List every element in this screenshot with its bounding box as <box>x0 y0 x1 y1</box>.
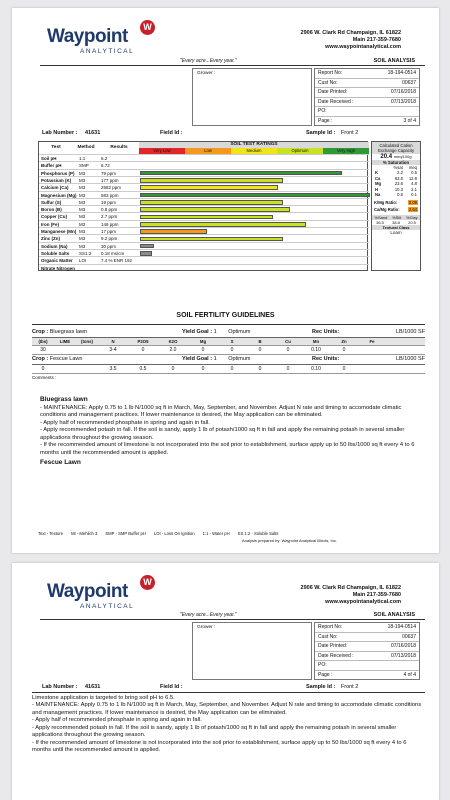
nutrient-value: 0 <box>141 347 145 353</box>
grower-box <box>192 68 312 126</box>
test-method: M3 <box>79 221 86 227</box>
legend-item: LOI - Loss On Ignition <box>153 531 195 536</box>
test-name: Calcium (Ca) <box>41 185 69 191</box>
lab-number-value: 41631 <box>84 130 101 136</box>
yield-goal <box>182 328 312 337</box>
address-line-2: Main 217-359-7680 <box>352 37 401 43</box>
sample-id-value-p4: Front 2 <box>340 684 359 690</box>
test-method: M3 <box>79 192 86 198</box>
field-id-label: Field Id : <box>160 130 183 136</box>
nutrient-value: 2.0 <box>169 347 177 353</box>
test-name: Magnesium (Mg) <box>41 192 77 198</box>
rating-bar <box>140 207 290 212</box>
test-method: SS1:2 <box>79 250 92 256</box>
report-field-value: 07/13/2018 <box>390 652 416 659</box>
comment-line: - Apply recommended potash in fall. If the soil is sandy, apply 1 lb of potash/1000 sq ft in fall and apply the remaining potash in several smaller applications throughout the growing season. <box>40 427 405 441</box>
company-address <box>221 30 401 51</box>
report-fields <box>315 69 419 126</box>
comment-line: - Apply recommended potash in fall. If the soil is sandy, apply 1 lb of potash/1000 sq ft in fall and apply the remaining potash in several smaller applications throughout the growing season. <box>32 724 397 739</box>
test-result: 9.2 ppm <box>101 236 118 242</box>
logo-wordmark: Waypoint <box>47 26 128 47</box>
crop-header-row <box>32 355 425 365</box>
test-result: 2582 ppm <box>101 185 122 191</box>
report-field-row <box>315 623 419 633</box>
header-divider-p4 <box>40 619 425 620</box>
crop-header-row <box>32 328 425 338</box>
comments-section <box>40 396 425 466</box>
saturation-rows <box>372 170 420 198</box>
company-tagline: "Every acre...Every year." <box>180 58 237 64</box>
rating-bar <box>140 215 273 220</box>
kmg-label: K/Mg Ratio: <box>374 199 398 205</box>
lab-number <box>42 130 100 136</box>
kmg-ratio <box>372 200 420 205</box>
nutrient-value: 0 <box>230 347 234 353</box>
test-result: 2.7 ppm <box>101 214 118 220</box>
test-result: 0.18 ms/cm <box>101 250 125 256</box>
rating-row <box>39 205 369 212</box>
legend-item: SMP - SMP Buffer pH <box>105 531 146 536</box>
report-field-label: Page : <box>318 117 333 124</box>
comments-label: Comments : <box>32 375 57 380</box>
test-name: Manganese (Mn) <box>41 229 77 234</box>
test-name: Phosphorus (P) <box>41 170 75 176</box>
test-name: Zinc (Zn) <box>41 236 60 242</box>
company-website: www.waypointanalytical.com <box>325 44 401 50</box>
grower-label: Grower : <box>197 71 216 76</box>
comment-line: - Apply half of recommended phosphate in spring and again in fall. <box>32 717 202 724</box>
sat-element: Na <box>375 192 381 198</box>
nutrient-value: 0 <box>342 347 346 353</box>
sample-id-value: Front 2 <box>340 130 359 136</box>
company-website-p4: www.waypointanalytical.com <box>325 599 401 605</box>
cec-panel <box>371 141 421 271</box>
sat-element: K <box>375 170 379 175</box>
guidelines-divider <box>32 324 425 325</box>
rating-row <box>39 176 369 183</box>
sat-percent: 10.3 <box>394 186 403 192</box>
lab-number-label-p4: Lab Number : <box>42 684 78 690</box>
test-name: Organic Matter <box>41 258 73 264</box>
nutrient-header: LIME <box>59 339 71 344</box>
soil-test-ratings-table <box>38 141 368 271</box>
report-title-p4: SOIL ANALYSIS <box>373 612 415 618</box>
report-field-value: 07/13/2018 <box>390 98 416 105</box>
address-line-2-p4: Main 217-359-7680 <box>352 592 401 598</box>
comments-heading-bluegrass: Bluegrass lawn <box>40 396 88 403</box>
report-field-label: Date Printed: <box>318 643 348 650</box>
camg-value: 2.64 <box>408 206 417 212</box>
comment-line: - If the recommended amount of limestone is not incorporated into the soil prior to establishment, surface apply up to 50 lbs/1000 sq ft every 4 to 6 months until the recommended amount is applied. <box>32 739 407 753</box>
comments-heading-fescue: Fescue Lawn <box>40 458 81 466</box>
logo-subtitle: ANALYTICAL <box>80 48 135 55</box>
comment-line: - MAINTENANCE: Apply 0.75 to 1 lb N/1000 sq ft in March, May, September, and November. Adjust N rate and timing to accomodate climatic conditions and management practices. If lower maintenance is desired, the May application can be eliminated. <box>32 702 422 716</box>
report-info-box-p4 <box>314 622 420 680</box>
nutrient-value <box>358 365 386 373</box>
rating-row <box>39 183 369 190</box>
test-result: 7.4 % ENR 192 <box>101 258 133 264</box>
rating-row <box>39 242 369 249</box>
rating-row <box>39 198 369 205</box>
sat-percent: 23.6 <box>394 181 403 187</box>
rec-units <box>312 328 425 337</box>
nutrient-header: Mn <box>312 339 320 344</box>
address-line-1-p4: 2906 W. Clark Rd Champaign, IL 61822 <box>300 585 401 591</box>
test-method: SMP <box>79 163 89 169</box>
yield-value: 1 <box>212 356 219 362</box>
crop-label: Crop : <box>32 329 49 335</box>
sample-id-p4 <box>306 684 358 690</box>
nutrient-value: 3.5 <box>109 366 117 372</box>
sat-meq: 0.1 <box>411 192 417 198</box>
nutrient-value: 0.10 <box>311 347 321 353</box>
textural-class-label: Textural Class <box>372 225 420 230</box>
test-name: Buffer pH <box>41 163 62 169</box>
ratings-rows <box>39 154 369 271</box>
nutrient-value-row <box>32 346 425 355</box>
texture-header: %Silt <box>392 214 402 220</box>
rating-bar <box>140 251 152 256</box>
test-method: 1:1 <box>79 156 86 161</box>
rating-bar <box>140 200 283 205</box>
rating-bar <box>140 237 283 242</box>
test-name: Potassium (K) <box>41 177 72 183</box>
nutrient-value: 0 <box>201 366 205 372</box>
test-result: 17 ppm <box>101 229 117 234</box>
nutrient-header: Cu <box>285 339 291 344</box>
textural-class-value: Loam <box>390 229 402 235</box>
company-tagline-p4: "Every acre...Every year." <box>180 612 237 618</box>
sat-percent: 0.6 <box>397 192 403 198</box>
field-id-label-p4: Field Id : <box>160 684 183 690</box>
nutrient-header: N <box>111 339 115 344</box>
rating-row <box>39 220 369 227</box>
legend-item: Text - Texture <box>38 531 64 536</box>
nutrient-value <box>76 365 98 373</box>
test-result: 0.8 ppm <box>101 207 118 213</box>
report-info-box <box>314 68 420 126</box>
rating-row <box>39 212 369 219</box>
nutrient-value: 0 <box>201 347 205 353</box>
rating-row <box>39 161 369 168</box>
texture-value: 20.5 <box>408 219 416 225</box>
test-method: LOI <box>79 258 87 264</box>
nutrient-header: S <box>230 339 234 344</box>
yield-text: Optimum <box>228 329 251 335</box>
lab-number-value-p4: 41631 <box>84 684 101 690</box>
sample-id <box>306 130 358 136</box>
report-field-label: PO: <box>318 108 327 115</box>
report-field-value: 4 of 4 <box>403 671 416 678</box>
report-field-value: 18-194-0514 <box>387 70 416 76</box>
report-field-label: Report No: <box>318 70 343 76</box>
nutrient-value: 3-4 <box>109 347 117 353</box>
texture-header: %Sand <box>374 214 388 220</box>
yield-label: Yield Goal : <box>182 356 213 362</box>
report-field-label: Report No: <box>318 624 343 630</box>
nutrient-header: (Ibs) <box>38 339 48 344</box>
sat-col-header: %sat <box>393 165 403 170</box>
crop-value: Fescue Lawn <box>48 356 83 362</box>
company-logo <box>47 26 128 48</box>
report-field-value <box>362 107 416 116</box>
report-field-row <box>315 79 419 89</box>
logo-badge-icon: W <box>140 20 155 35</box>
rating-row <box>39 227 369 234</box>
nutrient-header: K2O <box>168 339 178 344</box>
test-name: Iron (Fe) <box>41 221 59 227</box>
legend-item: 1:1 - Water pH <box>202 531 230 536</box>
results-header: Results <box>110 145 128 150</box>
header-divider <box>40 65 425 66</box>
nutrient-value <box>76 346 98 354</box>
nutrient-value <box>358 346 386 354</box>
sample-id-label: Sample Id : <box>306 130 336 136</box>
report-field-label: Page : <box>318 671 333 678</box>
test-method: M3 <box>79 207 86 213</box>
report-field-row <box>315 661 419 671</box>
sat-element: Ca <box>375 175 381 181</box>
nutrient-header: P2O5 <box>137 339 149 344</box>
test-method: M3 <box>79 229 86 234</box>
legend-item: SS 1:2 - Soluble Salts <box>237 531 279 536</box>
rating-bar <box>140 185 278 190</box>
test-method: M3 <box>79 170 86 176</box>
cec-unit: meq/100g <box>393 154 412 159</box>
report-field-label: Date Printed: <box>318 89 348 96</box>
nutrient-header-row <box>32 338 425 346</box>
nutrient-value: 0 <box>258 347 262 353</box>
test-method: M3 <box>79 199 86 205</box>
sat-percent: 2.2 <box>397 170 403 175</box>
saturation-row <box>372 192 420 198</box>
rating-level-very-low: Very Low <box>139 148 185 154</box>
address-line-1: 2906 W. Clark Rd Champaign, IL 61822 <box>300 30 401 36</box>
sample-id-label-p4: Sample Id : <box>306 684 336 690</box>
nutrient-value: 0 <box>230 366 234 372</box>
report-field-row <box>315 98 419 108</box>
comment-line: - If the recommended amount of limestone is not incorporated into the soil prior to establishment, surface apply up to 50 lbs/1000 sq ft every 4 to 6 months until the recommended amount is applied. <box>40 442 415 456</box>
test-result: 19 ppm <box>101 199 117 205</box>
nutrient-value: 0 <box>41 366 45 372</box>
comment-lines-p4 <box>32 695 425 754</box>
company-address-p4 <box>221 585 401 606</box>
test-result: 583 ppm <box>101 192 119 198</box>
rating-row <box>39 234 369 241</box>
rating-bar <box>140 229 207 234</box>
camg-ratio <box>372 207 420 212</box>
yield-goal <box>182 355 312 364</box>
prepared-by: Analysis prepared by: Waypoint Analytical Illinois, Inc. <box>242 538 338 543</box>
comment-line: Limestone application is targeted to bring soil pH to 6.5. <box>32 695 175 701</box>
rec-units-label: Rec Units: <box>312 329 340 335</box>
nutrient-value-row <box>32 365 425 374</box>
test-result: 6.2 <box>101 156 108 161</box>
report-field-row <box>315 107 419 117</box>
nutrient-value: 30 <box>40 347 46 353</box>
report-field-label: Cust No: <box>318 79 338 86</box>
rec-units <box>312 355 425 364</box>
test-name: Nitrate Nitrogen <box>41 265 76 271</box>
method-legend <box>38 531 418 536</box>
nutrient-value: 0 <box>286 366 290 372</box>
rating-bar <box>140 244 154 249</box>
report-page-3 <box>12 8 439 553</box>
rec-units-value: LB/1000 SF <box>395 329 425 335</box>
nutrient-header: Fe <box>369 339 375 344</box>
grower-box-p4 <box>192 622 312 680</box>
test-name: Sulfur (S) <box>41 199 62 205</box>
report-field-value: 3 of 4 <box>403 117 416 124</box>
crop-value: Bluegrass lawn <box>48 329 88 335</box>
test-name: Copper (Cu) <box>41 214 67 220</box>
crop-label: Crop : <box>32 356 49 362</box>
rating-row <box>39 264 369 271</box>
test-result: 30 ppm <box>101 243 117 249</box>
cec-value: 20.4 <box>380 154 393 160</box>
nutrient-header: (tons) <box>81 339 93 344</box>
report-field-value: 00637 <box>402 79 416 86</box>
report-field-value: 18-194-0514 <box>387 624 416 630</box>
nutrient-value: 0 <box>342 366 346 372</box>
report-title: SOIL ANALYSIS <box>373 58 415 64</box>
legend-item: MI - Mehlich 3 <box>71 531 98 536</box>
sat-meq: 12.8 <box>408 175 417 181</box>
test-method: M3 <box>79 243 86 249</box>
saturation-label: % Saturation <box>372 160 420 165</box>
cec-title: Calculated Cation Exchange Capacity <box>372 142 420 154</box>
nutrient-value: 0 <box>286 347 290 353</box>
report-field-value: 00637 <box>402 633 416 640</box>
test-result: 146 ppm <box>101 221 119 227</box>
test-result: 177 ppm <box>101 177 119 183</box>
logo-wordmark-p4: Waypoint <box>47 581 128 602</box>
meq-col-header: meq <box>408 165 417 170</box>
yield-value: 1 <box>212 329 219 335</box>
rating-bar <box>140 193 370 198</box>
nutrient-value: 0 <box>258 366 262 372</box>
report-field-label: Cust No: <box>318 633 338 640</box>
report-field-row <box>315 88 419 98</box>
sat-meq: 0.5 <box>411 170 417 175</box>
yield-label: Yield Goal : <box>182 329 213 335</box>
test-method: M3 <box>79 185 86 191</box>
kmg-value: 0.09 <box>408 199 417 205</box>
report-field-row <box>315 69 419 79</box>
rating-bar <box>140 178 283 183</box>
comment-line: - MAINTENANCE: Apply 0.75 to 1 lb N/1000 sq ft in March, May, September, and November. Adjust N rate and timing to accomodate climatic conditions and management practices. If lower maintenance is desired, the May application can be eliminated. <box>40 405 402 419</box>
camg-label: Ca/Mg Ratio: <box>374 206 400 212</box>
test-name: Sodium (Na) <box>41 243 68 249</box>
report-field-row <box>315 642 419 652</box>
crop-name <box>32 355 182 364</box>
report-field-row <box>315 671 419 680</box>
test-name: Boron (B) <box>41 207 62 213</box>
report-field-label: Date Received : <box>318 98 354 105</box>
comment-lines <box>40 405 425 457</box>
nutrient-header: B <box>258 339 262 344</box>
report-field-row <box>315 117 419 126</box>
texture-value: 38.8 <box>392 219 400 225</box>
test-name: Soil pH <box>41 156 57 161</box>
nutrient-value: 0 <box>171 366 175 372</box>
report-field-value: 07/16/2018 <box>390 89 416 96</box>
nutrient-value <box>54 346 76 354</box>
report-field-label: Date Received : <box>318 652 354 659</box>
rating-row <box>39 191 369 198</box>
test-method: M3 <box>79 214 86 220</box>
test-name: Soluble Salts <box>41 250 70 256</box>
rating-level-low: Low <box>185 148 231 154</box>
logo-subtitle-p4: ANALYTICAL <box>80 603 135 610</box>
report-fields-p4 <box>315 623 419 680</box>
nutrient-header: Zn <box>341 339 347 344</box>
lab-number-label: Lab Number : <box>42 130 78 136</box>
report-field-row <box>315 633 419 643</box>
nutrient-header: Mg <box>199 339 207 344</box>
rating-row <box>39 249 369 256</box>
rating-level-medium: Medium <box>231 148 277 154</box>
rating-row <box>39 256 369 263</box>
rating-bar <box>140 222 306 227</box>
test-method: M3 <box>79 177 86 183</box>
sat-meq: 2.1 <box>411 186 417 192</box>
rating-level-very-high: Very High <box>323 148 369 154</box>
report-page-4 <box>12 563 439 800</box>
test-method: M3 <box>79 236 86 242</box>
nutrient-value <box>54 365 76 373</box>
sat-meq: 4.8 <box>411 181 417 187</box>
logo-badge-icon-p4: W <box>140 575 155 590</box>
company-logo-p4 <box>47 581 128 603</box>
rec-units-label: Rec Units: <box>312 356 340 362</box>
comment-line: - Apply half of recommended phosphate in spring and again in fall. <box>40 419 210 426</box>
test-result: 6.72 <box>101 163 110 169</box>
rating-row <box>39 169 369 176</box>
rating-row <box>39 154 369 161</box>
texture-header: %Clay <box>406 214 418 220</box>
sat-element: H <box>375 186 379 192</box>
report-field-row <box>315 652 419 662</box>
test-result: 79 ppm <box>101 170 117 176</box>
report-field-value: 07/16/2018 <box>390 643 416 650</box>
sat-element: Mg <box>375 181 382 187</box>
yield-text: Optimum <box>228 356 251 362</box>
report-field-value <box>362 661 416 670</box>
crop-name <box>32 328 182 337</box>
report-field-label: PO: <box>318 662 327 669</box>
texture-value: 36.5 <box>376 219 384 225</box>
ratings-title: SOIL TEST RATINGS <box>139 142 369 148</box>
lab-divider-p4 <box>32 692 425 693</box>
guidelines-title: SOIL FERTILITY GUIDELINES <box>176 312 275 319</box>
test-header: Test <box>51 145 61 150</box>
rating-bar <box>140 171 342 176</box>
nutrient-value: 0.5 <box>139 366 147 372</box>
method-header: Method <box>77 145 95 150</box>
nutrient-value: 0.10 <box>311 366 321 372</box>
lab-number-p4 <box>42 684 100 690</box>
grower-label-p4: Grower : <box>197 625 216 630</box>
rec-units-value: LB/1000 SF <box>395 356 425 362</box>
guidelines-table <box>32 328 425 380</box>
rating-level-optimum: Optimum <box>277 148 323 154</box>
sat-percent: 63.6 <box>394 175 403 181</box>
